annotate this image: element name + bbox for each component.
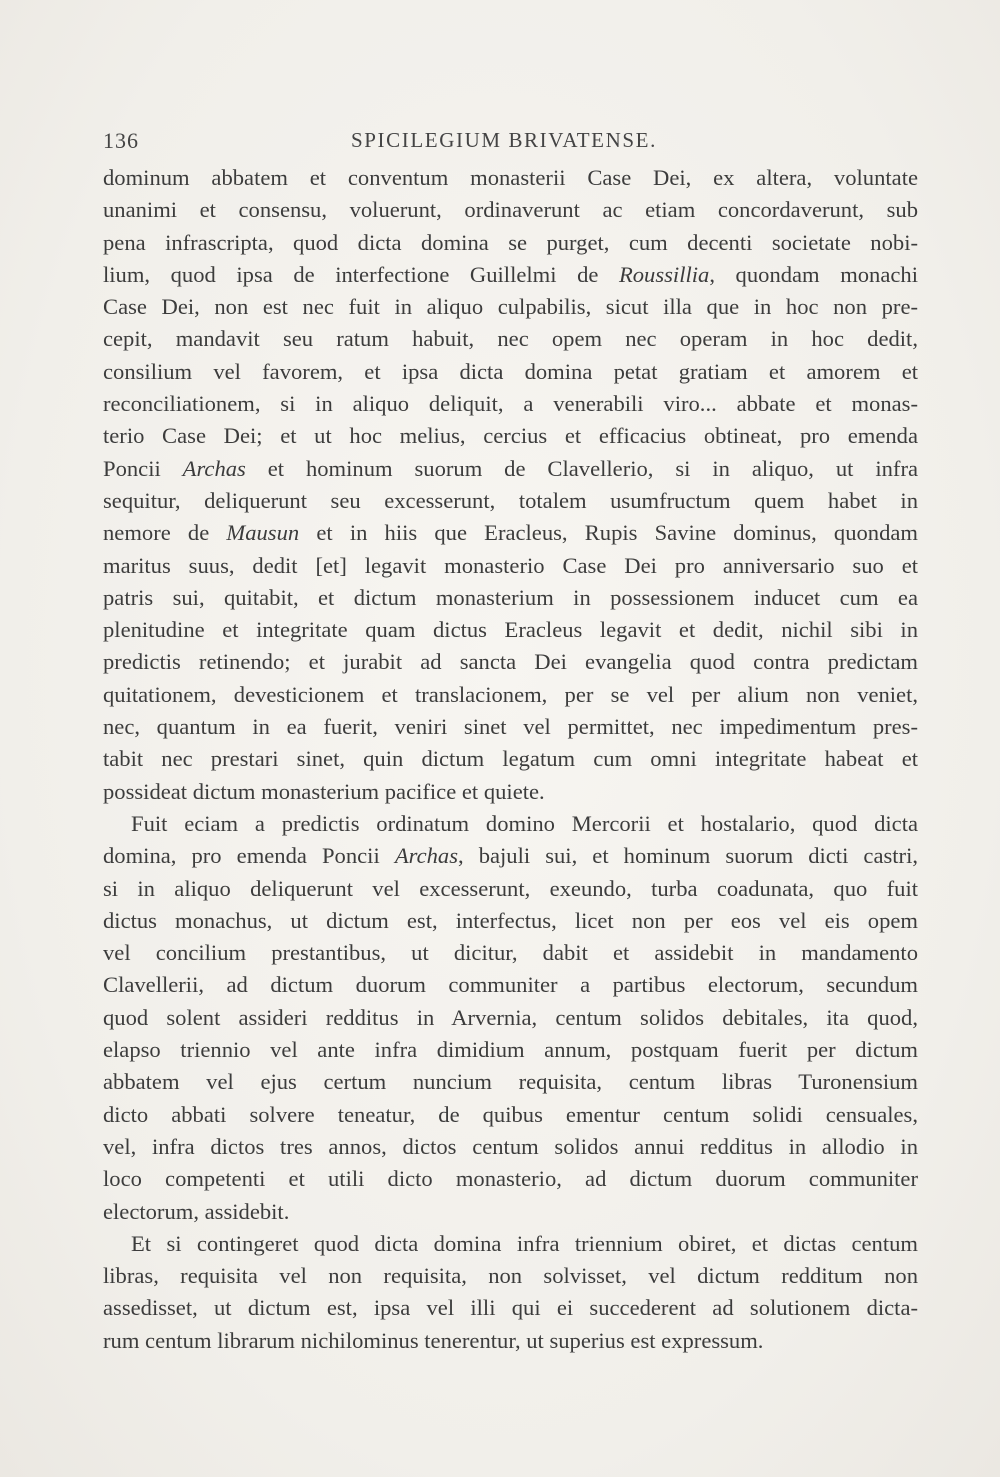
text-line	[103, 1099, 918, 1131]
text-segment: unanimi et consensu, voluerunt, ordinaverunt ac etiam concordaverunt, sub	[103, 197, 918, 223]
text-line	[103, 388, 918, 420]
text-segment: sequitur, deliquerunt seu excesserunt, totalem usumfructum quem habet in	[103, 487, 918, 513]
text-segment: abbatem vel ejus certum nuncium requisita, centum libras Turonensium	[103, 1069, 918, 1095]
text-segment: , bajuli sui, et hominum suorum dicti castri,	[457, 843, 919, 869]
text-segment: Case Dei, non est nec fuit in aliquo culpabilis, sicut illa que in hoc non pre-	[103, 294, 918, 320]
text-segment: reconciliationem, si in aliquo deliquit, a venerabili viro... abbate et monas-	[103, 391, 918, 417]
text-line	[103, 808, 918, 840]
text-segment: dictus monachus, ut dictum est, interfectus, licet non per eos vel eis opem	[103, 907, 918, 933]
text-line	[103, 517, 918, 549]
text-line	[103, 323, 918, 355]
text-segment: Et si contingeret quod dicta domina infra triennium obiret, et dictas centum	[131, 1230, 918, 1256]
text-line	[103, 969, 918, 1001]
text-line	[103, 453, 918, 485]
text-line	[103, 679, 918, 711]
text-segment: rum centum librarum nichilominus tenerentur, ut superius est expressum.	[103, 1327, 764, 1353]
text-line	[103, 1196, 918, 1228]
text-segment: maritus suus, dedit [et] legavit monasterio Case Dei pro anniversario suo et	[103, 552, 918, 578]
text-segment: elapso triennio vel ante infra dimidium annum, postquam fuerit per dictum	[103, 1037, 918, 1063]
text-line	[103, 1163, 918, 1195]
text-segment: domina, pro emenda Poncii	[103, 843, 395, 869]
text-segment: assedisset, ut dictum est, ipsa vel illi qui ei succederent ad solutionem dicta-	[103, 1295, 918, 1321]
text-line	[103, 162, 918, 194]
text-segment: dominum abbatem et conventum monasterii Case Dei, ex altera, voluntate	[103, 165, 918, 190]
text-segment: Clavellerii, ad dictum duorum communiter a partibus electorum, secundum	[103, 972, 918, 998]
text-segment: patris sui, quitabit, et dictum monasterium in possessionem inducet cum ea	[103, 584, 918, 610]
text-segment: et hominum suorum de Clavellerio, si in aliquo, ut infra	[245, 455, 918, 481]
text-segment: terio Case Dei; et ut hoc melius, cercius et efficacius obtineat, pro emenda	[103, 423, 918, 449]
text-line	[103, 259, 918, 291]
text-segment: quod solent assideri redditus in Arvernia, centum solidos debitales, ita quod,	[103, 1004, 918, 1030]
text-segment: dicto abbati solvere teneatur, de quibus ementur centum solidi censuales,	[103, 1101, 918, 1127]
text-segment: electorum, assidebit.	[103, 1198, 290, 1224]
page-header	[103, 128, 923, 158]
text-line	[103, 873, 918, 905]
page-number: 136	[103, 128, 139, 153]
text-segment: nec, quantum in ea fuerit, veniri sinet vel permittet, nec impedimentum pres-	[103, 714, 918, 740]
text-segment: vel, infra dictos tres annos, dictos centum solidos annui redditus in allodio in	[103, 1133, 918, 1159]
text-segment: tabit nec prestari sinet, quin dictum legatum cum omni integritate habeat et	[103, 746, 918, 772]
text-line	[103, 1292, 918, 1324]
text-segment: vel concilium prestantibus, ut dicitur, dabit et assidebit in mandamento	[103, 940, 918, 966]
text-segment: Fuit eciam a predictis ordinatum domino Mercorii et hostalario, quod dicta	[131, 810, 918, 836]
text-line	[103, 743, 918, 775]
text-segment: plenitudine et integritate quam dictus Eracleus legavit et dedit, nichil sibi in	[103, 617, 918, 643]
text-line	[103, 194, 918, 226]
text-segment: predictis retinendo; et jurabit ad sancta Dei evangelia quod contra predictam	[103, 649, 918, 675]
text-segment: cepit, mandavit seu ratum habuit, nec opem nec operam in hoc dedit,	[103, 326, 918, 352]
text-segment: consilium vel favorem, et ipsa dicta domina petat gratiam et amorem et	[103, 358, 918, 384]
text-line	[103, 1325, 918, 1357]
text-line	[103, 356, 918, 388]
text-segment: si in aliquo deliquerunt vel excesserunt, exeundo, turba coadunata, quo fuit	[103, 875, 918, 901]
text-segment: loco competenti et utili dicto monasterio, ad dictum duorum communiter	[103, 1166, 918, 1192]
text-segment: et in hiis que Eracleus, Rupis Savine dominus, quondam	[299, 520, 918, 546]
text-line	[103, 1228, 918, 1260]
text-line	[103, 840, 918, 872]
text-line	[103, 1066, 918, 1098]
text-line	[103, 614, 918, 646]
text-line	[103, 646, 918, 678]
text-line	[103, 905, 918, 937]
text-line	[103, 550, 918, 582]
text-line	[103, 420, 918, 452]
text-line	[103, 1131, 918, 1163]
text-segment: lium, quod ipsa de interfectione Guillelmi de	[103, 261, 619, 287]
italic-text: Mausun	[226, 520, 300, 546]
italic-text: Roussillia	[618, 261, 710, 287]
italic-text: Archas	[394, 843, 458, 869]
text-segment: pena infrascripta, quod dicta domina se purget, cum decenti societate nobi-	[103, 229, 918, 255]
text-line	[103, 937, 918, 969]
text-line	[103, 1260, 918, 1292]
text-line	[103, 582, 918, 614]
text-line	[103, 485, 918, 517]
text-segment: quitationem, devesticionem et translacionem, per se vel per alium non veniet,	[103, 681, 918, 707]
text-segment: Poncii	[103, 455, 183, 481]
running-head: SPICILEGIUM BRIVATENSE.	[351, 128, 657, 152]
text-segment: , quondam monachi	[709, 261, 918, 287]
body-text	[103, 162, 918, 1357]
text-segment: libras, requisita vel non requisita, non solvisset, vel dictum redditum non	[103, 1263, 918, 1289]
text-line	[103, 1034, 918, 1066]
text-segment: nemore de	[103, 520, 227, 546]
text-line	[103, 291, 918, 323]
text-line	[103, 711, 918, 743]
text-line	[103, 227, 918, 259]
text-line	[103, 1002, 918, 1034]
italic-text: Archas	[182, 455, 246, 481]
text-segment: possideat dictum monasterium pacifice et quiete.	[103, 778, 545, 804]
text-line	[103, 776, 918, 808]
